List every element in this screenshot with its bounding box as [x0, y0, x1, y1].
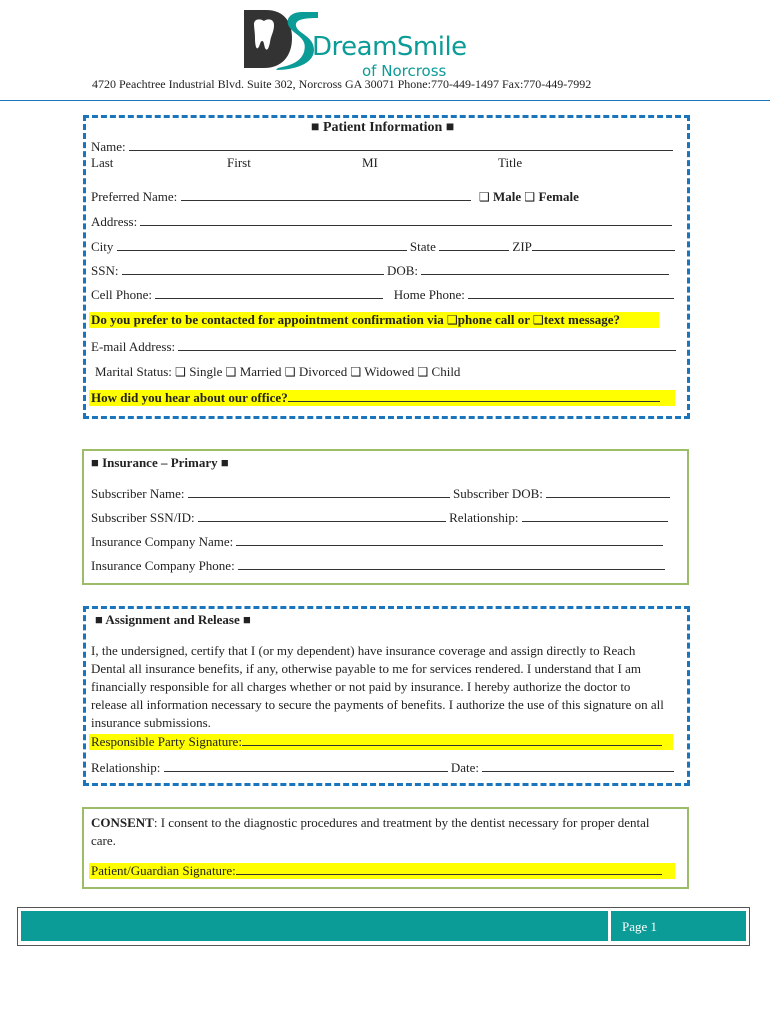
home-phone-field[interactable] — [468, 287, 674, 299]
insurance-company-name-field[interactable] — [236, 534, 663, 546]
assignment-line: release all information necessary to secure the payments of benefits. I authorize the use of this signature on all — [91, 697, 664, 712]
address-row — [91, 214, 672, 230]
name-row — [91, 139, 673, 155]
ssn-label: SSN: — [91, 263, 119, 278]
female-checkbox[interactable]: ❑ — [524, 190, 536, 204]
guardian-signature-label: Patient/Guardian Signature: — [91, 863, 236, 878]
responsible-signature-field[interactable] — [242, 734, 662, 746]
single-checkbox[interactable]: ❑ — [175, 365, 186, 379]
subscriber-ssn-field[interactable] — [198, 510, 446, 522]
consent-statement: : I consent to the diagnostic procedures and treatment by the dentist necessary for proper dental — [153, 815, 650, 830]
city-field[interactable] — [117, 239, 407, 251]
insurance-company-name-label: Insurance Company Name: — [91, 534, 234, 549]
phone-call-label: phone call or — [457, 312, 534, 327]
logo — [240, 8, 467, 80]
ssn-dob-row — [91, 263, 669, 279]
child-label: Child — [431, 364, 461, 379]
footer-page-box — [611, 911, 746, 941]
assignment-line: Dental all insurance benefits, if any, otherwise payable to me for services rendered. I understand that I am — [91, 661, 641, 676]
assignment-relationship-field[interactable] — [164, 760, 448, 772]
subscriber-name-label: Subscriber Name: — [91, 486, 185, 501]
consent-text — [91, 815, 650, 831]
assignment-line: financially responsible for all charges whether or not paid by insurance. I hereby authorize the doctor to — [91, 679, 631, 694]
contact-preference-row — [89, 312, 659, 328]
company-phone-row — [91, 558, 665, 574]
married-checkbox[interactable]: ❑ — [225, 365, 237, 379]
relationship-field[interactable] — [522, 510, 668, 522]
divorced-label: Divorced — [298, 364, 348, 379]
date-label: Date: — [450, 760, 479, 775]
address-field[interactable] — [140, 214, 672, 226]
subscriber-ssn-row — [91, 510, 668, 526]
company-name-row — [91, 534, 663, 550]
home-phone-label: Home Phone: — [393, 287, 465, 302]
contact-preference-question: Do you prefer to be contacted for appointment confirmation via — [91, 312, 448, 327]
state-field[interactable] — [439, 239, 509, 251]
dob-field[interactable] — [421, 263, 669, 275]
text-message-checkbox[interactable]: ❑ — [533, 313, 544, 327]
male-label: Male — [493, 189, 522, 204]
widowed-checkbox[interactable]: ❑ — [350, 365, 362, 379]
text-message-label: text message? — [543, 312, 620, 327]
phone-call-checkbox[interactable]: ❑ — [447, 313, 458, 327]
header-rule — [0, 100, 770, 101]
date-field[interactable] — [482, 760, 674, 772]
office-address: 4720 Peachtree Industrial Blvd. Suite 302, Norcross GA 30071 Phone:770-449-1497 Fax:770-449-7992 — [92, 77, 592, 91]
zip-label: ZIP — [512, 239, 532, 254]
referral-label: How did you hear about our office? — [91, 390, 288, 405]
email-row — [91, 339, 676, 355]
female-label: Female — [538, 189, 579, 204]
city-state-zip-row — [91, 239, 675, 255]
subscriber-dob-label: Subscriber DOB: — [453, 486, 543, 501]
widowed-label: Widowed — [364, 364, 415, 379]
phone-row — [91, 287, 674, 303]
tooth-logo-icon — [240, 8, 320, 72]
brand-location: of Norcross — [362, 62, 447, 80]
email-label: E-mail Address: — [91, 339, 176, 354]
consent-heading: CONSENT — [91, 815, 154, 830]
married-label: Married — [239, 364, 282, 379]
patient-section-title: ■ Patient Information ■ — [311, 120, 455, 135]
preferred-name-row — [91, 189, 471, 205]
cell-phone-field[interactable] — [155, 287, 383, 299]
marital-status-row — [95, 364, 460, 380]
preferred-name-label: Preferred Name: — [91, 189, 178, 204]
assignment-line: insurance submissions. — [91, 715, 211, 730]
assignment-line: I, the undersigned, certify that I (or my dependent) have insurance coverage and assign directly to Reach — [91, 643, 636, 658]
insurance-company-phone-label: Insurance Company Phone: — [91, 558, 235, 573]
subscriber-name-field[interactable] — [188, 486, 450, 498]
relationship-label: Relationship: — [449, 510, 519, 525]
referral-row — [89, 390, 675, 406]
city-label: City — [91, 239, 114, 254]
mi-sublabel: MI — [362, 155, 378, 170]
first-sublabel: First — [227, 155, 251, 170]
insurance-company-phone-field[interactable] — [238, 558, 665, 570]
cell-phone-label: Cell Phone: — [91, 287, 153, 302]
subscriber-name-row — [91, 486, 670, 502]
state-label: State — [409, 239, 436, 254]
divorced-checkbox[interactable]: ❑ — [284, 365, 296, 379]
guardian-signature-field[interactable] — [236, 863, 662, 875]
subscriber-ssn-label: Subscriber SSN/ID: — [91, 510, 195, 525]
name-field[interactable] — [129, 139, 673, 151]
gender-options — [479, 189, 579, 205]
consent-text-end: care. — [91, 833, 116, 848]
responsible-signature-label: Responsible Party Signature: — [91, 734, 242, 749]
page-number: Page 1 — [622, 919, 658, 934]
preferred-name-field[interactable] — [181, 189, 471, 201]
footer — [17, 907, 750, 946]
zip-field[interactable] — [532, 239, 675, 251]
name-label: Name: — [91, 139, 126, 154]
assignment-relationship-row — [91, 760, 674, 776]
last-sublabel: Last — [91, 155, 114, 170]
email-field[interactable] — [178, 339, 676, 351]
referral-field[interactable] — [288, 390, 660, 402]
address-label: Address: — [91, 214, 138, 229]
assignment-relationship-label: Relationship: — [91, 760, 161, 775]
guardian-signature-row — [89, 863, 675, 879]
subscriber-dob-field[interactable] — [546, 486, 670, 498]
assignment-section-title: ■ Assignment and Release ■ — [95, 612, 251, 627]
footer-band — [21, 911, 608, 941]
responsible-signature-row — [89, 734, 673, 750]
marital-status-label: Marital Status: — [95, 364, 172, 379]
single-label: Single — [189, 364, 223, 379]
dob-label: DOB: — [386, 263, 419, 278]
insurance-section-title: ■ Insurance – Primary ■ — [91, 455, 229, 470]
title-sublabel: Title — [498, 155, 523, 170]
ssn-field[interactable] — [122, 263, 384, 275]
male-checkbox[interactable]: ❑ — [479, 190, 490, 204]
brand-name: DreamSmile — [312, 32, 467, 62]
assignment-section — [83, 606, 690, 786]
child-checkbox[interactable]: ❑ — [417, 365, 429, 379]
